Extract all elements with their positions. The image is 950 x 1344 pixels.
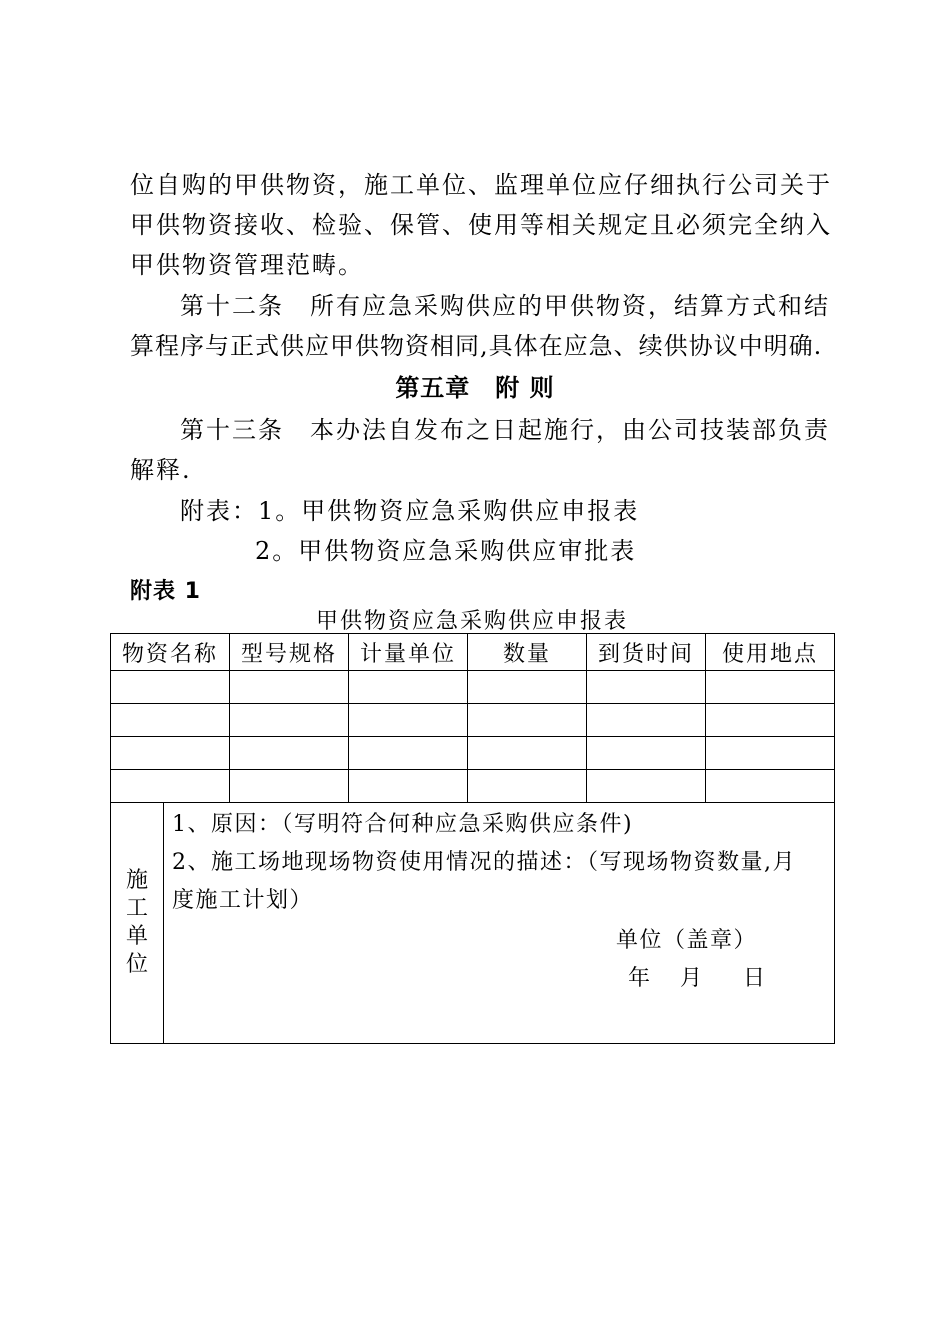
appendix-label: 附表 1 [130,579,201,604]
table-cell[interactable] [468,671,587,704]
table-row [111,671,835,704]
description-text: 度施工计划） [172,888,314,913]
table-cell[interactable] [706,671,835,704]
paragraph-line: 位自购的甲供物资，施工单位、监理单位应仔细执行公司关于 [130,171,832,199]
article-13-line: 第十三条 本办法自发布之日起施行，由公司技装部负责 [180,416,830,444]
column-header: 物资名称 [111,634,230,671]
table-cell[interactable] [587,737,706,770]
table-row [111,704,835,737]
table-cell[interactable] [111,737,230,770]
table-cell[interactable] [111,704,230,737]
table-cell[interactable] [468,770,587,803]
table-cell[interactable] [587,770,706,803]
table-cell[interactable] [706,770,835,803]
side-label-char: 施 [125,868,148,893]
article-12-line: 算程序与正式供应甲供物资相同,具体在应急、续供协议中明确. [130,332,823,360]
table-cell[interactable] [349,737,468,770]
appendix-list-item: 2。甲供物资应急采购供应审批表 [255,537,637,565]
application-form-table [110,633,835,1044]
column-header: 型号规格 [230,634,349,671]
article-12-line: 第十二条 所有应急采购供应的甲供物资，结算方式和结 [180,292,830,320]
table-header-row [111,634,835,671]
table-cell[interactable] [230,671,349,704]
table-cell[interactable] [468,737,587,770]
column-header: 数量 [468,634,587,671]
chapter-title: 第五章 附 则 [395,374,555,402]
construction-unit-label [111,803,164,1044]
table-cell[interactable] [706,704,835,737]
article-13-line: 解释. [130,456,192,484]
construction-unit-row [111,803,835,1044]
side-label-char: 工 [125,896,148,921]
side-label-char: 位 [125,952,148,977]
description-text: 2、施工场地现场物资使用情况的描述：（写现场物资数量,月 [172,850,796,875]
column-header: 使用地点 [706,634,835,671]
table-cell[interactable] [587,671,706,704]
table-row [111,737,835,770]
paragraph-line: 甲供物资管理范畴。 [130,251,364,279]
stamp-label: 单位（盖章） [616,928,758,953]
table-cell[interactable] [468,704,587,737]
table-cell[interactable] [111,770,230,803]
side-label-char: 单 [125,924,148,949]
reason-text: 1、原因：（写明符合何种应急采购供应条件) [172,812,634,837]
table-cell[interactable] [349,704,468,737]
date-label: 年 月 日 [628,966,769,991]
table-cell[interactable] [230,737,349,770]
appendix-list-item: 附表：1。甲供物资应急采购供应申报表 [180,497,640,525]
paragraph-line: 甲供物资接收、检验、保管、使用等相关规定且必须完全纳入 [130,211,832,239]
column-header: 计量单位 [349,634,468,671]
table-cell[interactable] [706,737,835,770]
construction-unit-description[interactable] [164,803,835,1044]
table-cell[interactable] [111,671,230,704]
table-row [111,770,835,803]
table-cell[interactable] [587,704,706,737]
table-cell[interactable] [230,704,349,737]
table-cell[interactable] [230,770,349,803]
table-cell[interactable] [349,671,468,704]
column-header: 到货时间 [587,634,706,671]
form-title: 甲供物资应急采购供应申报表 [315,609,628,634]
table-cell[interactable] [349,770,468,803]
